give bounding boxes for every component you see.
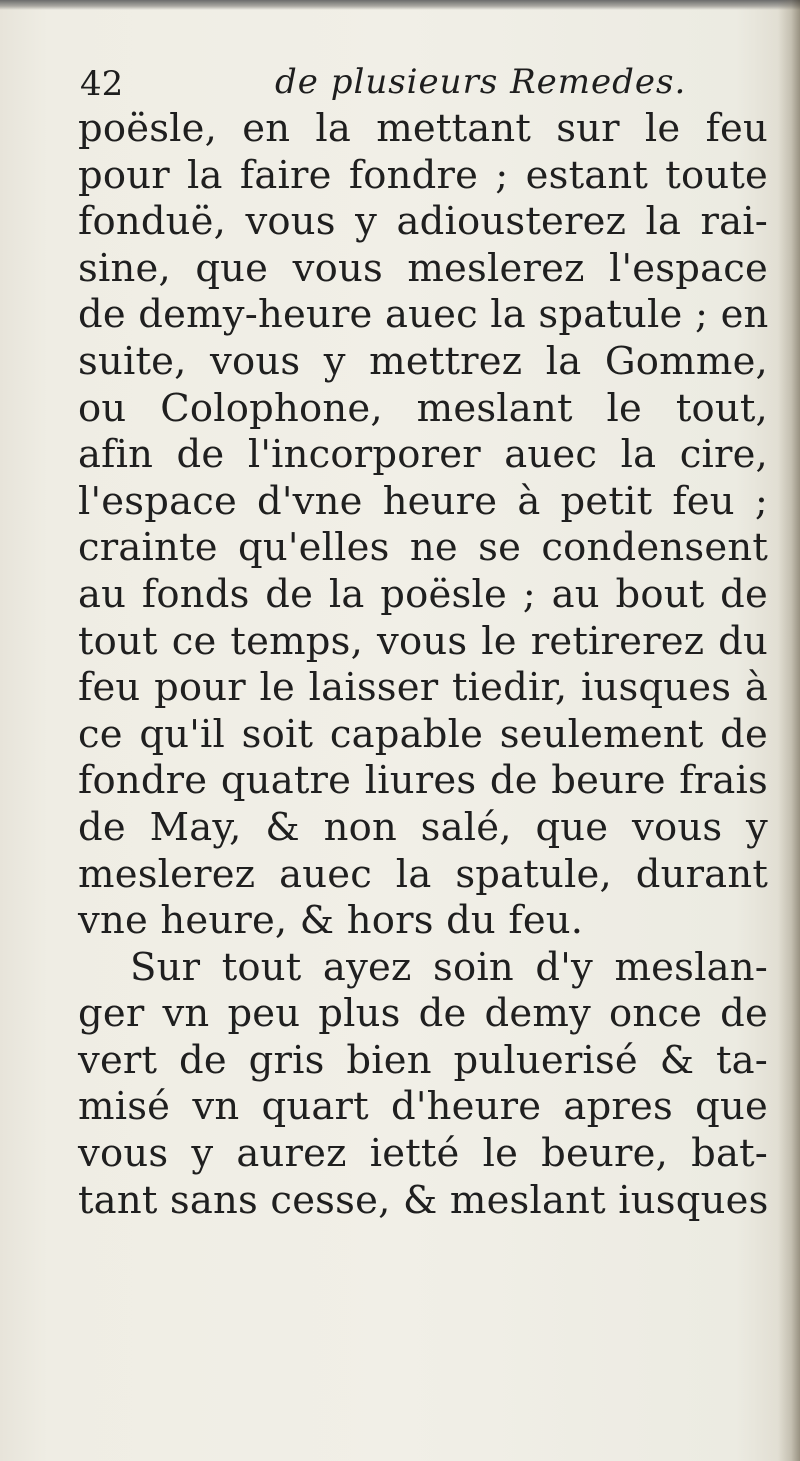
text-line: vert de gris bien puluerisé & ta-	[78, 1037, 768, 1083]
text-line: de demy-heure auec la spatule ; en	[78, 292, 769, 338]
text-line: feu pour le laisser tiedir, iusques à	[78, 665, 768, 711]
page-top-edge	[0, 0, 800, 10]
text-line: l'espace d'vne heure à petit feu ;	[78, 478, 768, 524]
text-line: meslerez auec la spatule, durant	[78, 851, 768, 897]
text-line: misé vn quart d'heure apres que	[78, 1084, 768, 1130]
body-text	[78, 106, 768, 1224]
text-line: crainte qu'elles ne se condensent	[78, 525, 768, 571]
text-line: vous y aurez ietté le beure, bat-	[78, 1131, 768, 1177]
text-line: poësle, en la mettant sur le feu	[78, 106, 768, 151]
text-line: au fonds de la poësle ; au bout de	[78, 571, 768, 617]
text-line: Sur tout ayez soin d'y meslan-	[130, 944, 768, 990]
text-line: sine, que vous meslerez l'espace	[78, 245, 768, 291]
text-line: fondre quatre liures de beure frais	[78, 758, 768, 804]
text-line: tout ce temps, vous le retirerez du	[78, 618, 768, 664]
text-line: ou Colophone, meslant le tout,	[78, 385, 768, 431]
text-line: ce qu'il soit capable seulement de	[78, 711, 768, 757]
text-line: pour la faire fondre ; estant toute	[78, 152, 768, 198]
page-number: 42	[80, 64, 124, 104]
text-line: de May, & non salé, que vous y	[78, 804, 768, 850]
text-line: vne heure, & hors du feu.	[78, 898, 584, 944]
text-line: afin de l'incorporer auec la cire,	[78, 432, 768, 478]
text-line: ger vn peu plus de demy once de	[78, 991, 768, 1037]
text-line: suite, vous y mettrez la Gomme,	[78, 338, 768, 384]
page-gutter-shadow	[778, 0, 800, 1461]
running-head: de plusieurs Remedes.	[275, 62, 687, 102]
text-line: tant sans cesse, & meslant iusques	[78, 1177, 769, 1223]
paragraph	[78, 106, 768, 945]
text-line: fonduë, vous y adiousterez la rai-	[78, 199, 768, 245]
page-header	[80, 60, 760, 110]
paragraph	[78, 945, 768, 1225]
